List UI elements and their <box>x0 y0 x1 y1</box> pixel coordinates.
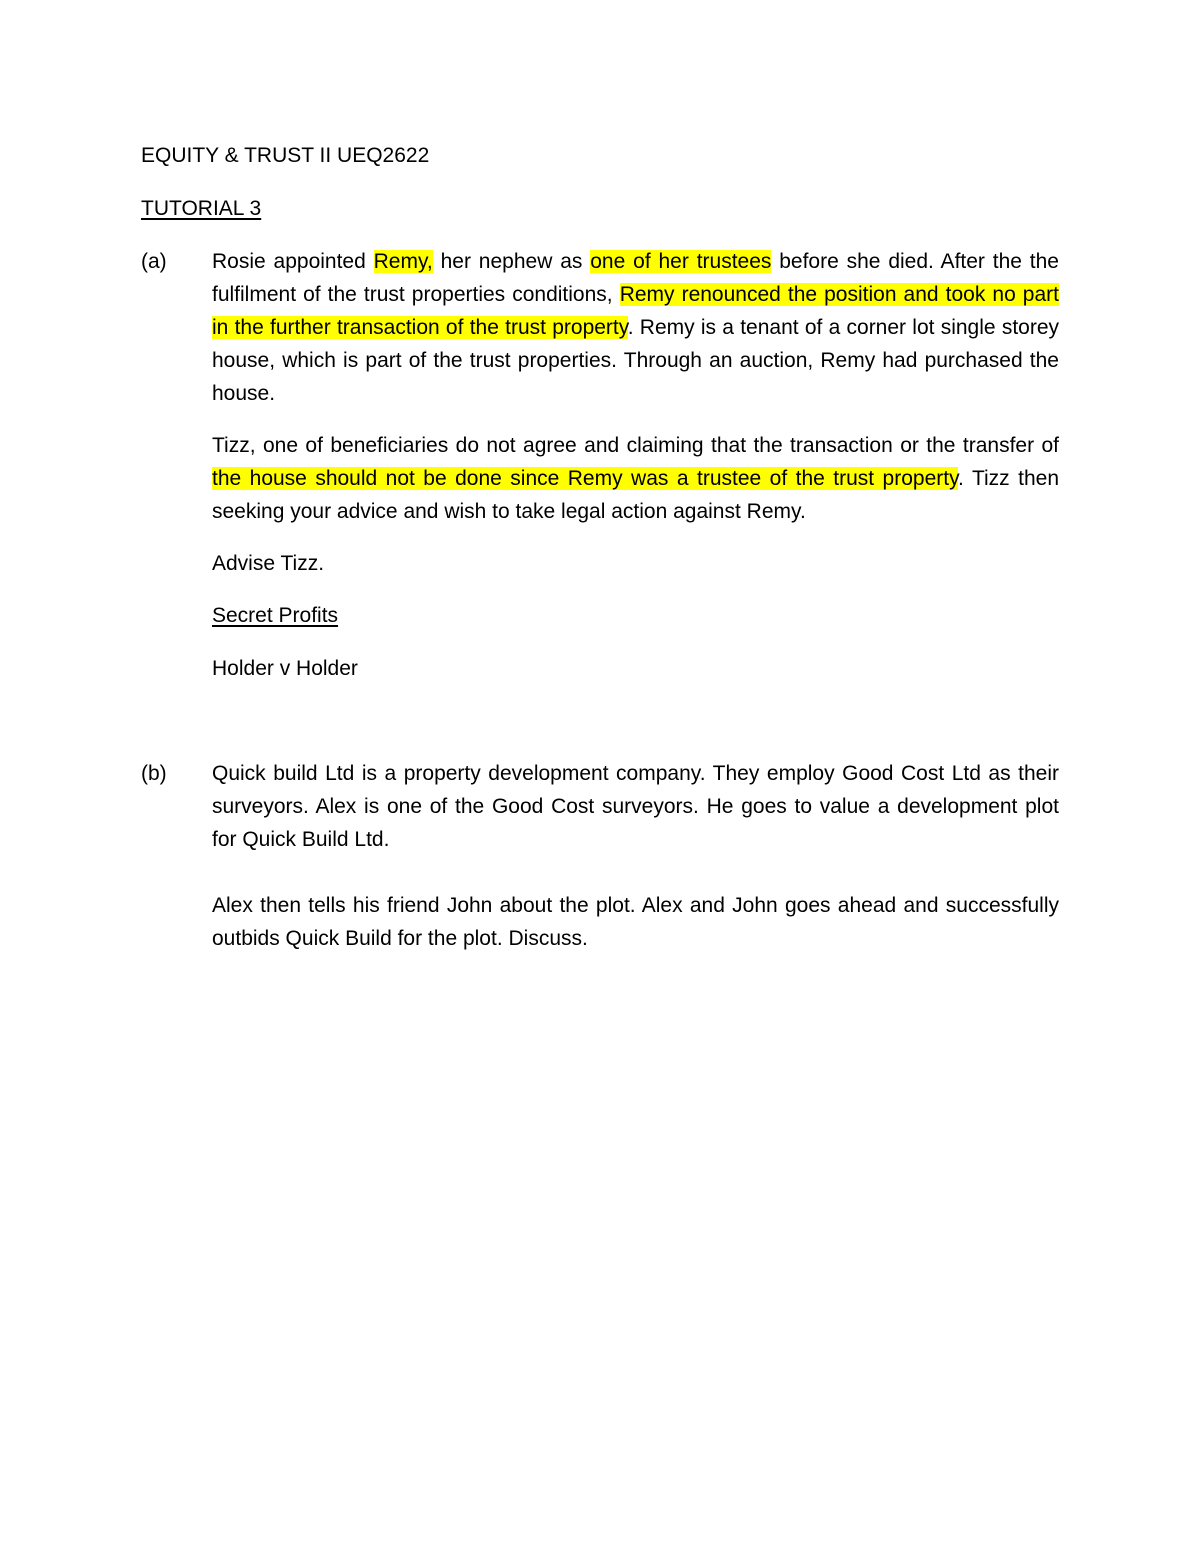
question-a-body <box>212 245 1059 685</box>
question-b-body <box>212 757 1059 955</box>
text-run: . Tizz then seeking your advice and wish to take legal action against Remy. <box>212 467 1059 523</box>
text-run: her nephew as <box>432 250 591 273</box>
question-b <box>141 757 1059 955</box>
question-b-paragraph-2: Alex then tells his friend John about the plot. Alex and John goes ahead and successfully outbids Quick Build for the plot. Discuss. <box>212 894 1059 950</box>
question-b-label: (b) <box>141 762 167 785</box>
question-a-paragraph-1 <box>212 245 1059 410</box>
case-reference: Holder v Holder <box>212 657 358 680</box>
topic-heading <box>212 599 1059 632</box>
question-b-paragraph-1: Quick build Ltd is a property development company. They employ Good Cost Ltd as their surveyors. Alex is one of the Good Cost surveyors. He goes to value a development plot for Quick Build Ltd. <box>212 762 1059 851</box>
advise-instruction: Advise Tizz. <box>212 552 325 575</box>
text-run: Tizz, one of beneficiaries do not agree and claiming that the transaction or the transfer of <box>212 434 1059 457</box>
tutorial-heading: TUTORIAL 3 <box>141 197 262 220</box>
question-a-label: (a) <box>141 250 167 273</box>
text-run: before she died. After the the fulfilment of the trust properties conditions, <box>212 250 1059 306</box>
text-run: . Remy is a tenant of a corner lot single storey house, which is part of the trust properties. Through an auction, Remy had purchased the house. <box>212 316 1060 405</box>
question-a <box>141 245 1059 685</box>
question-a-paragraph-2 <box>212 429 1059 528</box>
highlighted-text: Remy, <box>373 250 433 273</box>
topic-label: Secret Profits <box>212 604 339 627</box>
highlighted-text: one of her trustees <box>590 250 772 273</box>
highlighted-text: Remy renounced the position and took no part in the further transaction of the trust property <box>212 283 1059 339</box>
document-title: EQUITY & TRUST II UEQ2622 <box>141 144 430 167</box>
text-run: Rosie appointed <box>212 250 374 273</box>
highlighted-text: the house should not be done since Remy was a trustee of the trust property <box>212 467 959 490</box>
